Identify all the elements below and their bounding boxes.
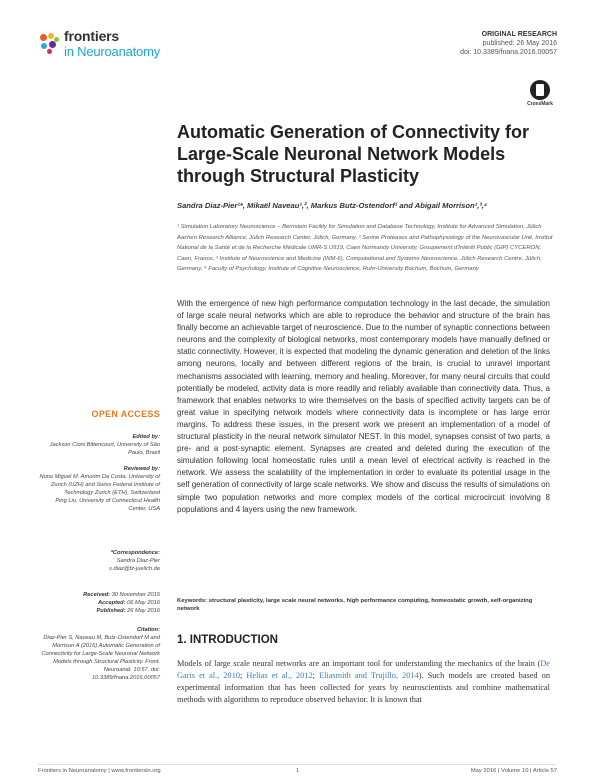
crossmark-icon	[530, 80, 550, 100]
received-line	[38, 591, 160, 599]
citation-separator: ;	[312, 671, 320, 680]
correspondence-name: Sandra Diaz-Pier	[116, 558, 160, 564]
published-heading: Published:	[96, 608, 126, 614]
citation-link[interactable]: Eliasmith and Trujillo, 2014	[319, 671, 419, 680]
editor-name: Jackson Cioni Bittencourt, University of São Paulo, Brazil	[49, 442, 160, 456]
edited-by-block	[38, 433, 160, 457]
citation-block	[38, 626, 160, 682]
intro-text-start: Models of large scale neural networks are an important tool for understanding the mechanics of the brain (	[177, 659, 541, 668]
journal-name: in Neuroanatomy	[64, 44, 160, 59]
affiliations: ¹ Simulation Laboratory Neuroscience – Bernstein Facility for Simulation and Database Technology, Institute for Advanced Simulation, Jülich Aachen Research Alliance, Jülich Research Center, Jülich, Germany, ² Serine Proteases and Pathophysiology of the Neurovascular Unit, Institut National de la Santé et de la Recherche Médicale UMR-S U919, Caen Normandy University, Groupement d'Intérêt Public (GIP) CYCERON, Caen, France, ³ Institute of Neuroscience and Medicine (INM-6), Computational and Systems Neuroscience, Jülich Research Centre, Jülich, Germany, ⁴ Faculty of Psychology, Institute of Cognitive Neuroscience, Ruhr-University Bochum, Bochum, Germany	[177, 224, 553, 272]
dates-block	[38, 591, 160, 615]
citation-link[interactable]: Helias et al., 2012	[246, 671, 313, 680]
footer-issue: May 2016 | Volume 10 | Article 57	[470, 768, 557, 774]
doi-link[interactable]: doi: 10.3389/fnana.2016.00057	[460, 49, 557, 56]
frontiers-logo-icon	[38, 32, 62, 56]
accepted-line	[38, 599, 160, 607]
reviewer-2: Ping Liu, University of Connecticut Health Center, USA	[55, 498, 160, 512]
reviewer-1: Nuno Miguel M. Amorim Da Costa, University of Zurich (UZH) and Swiss Federal Institute of Technology Zurich (ETH), Switzerland	[39, 474, 160, 496]
citation-separator: ;	[240, 671, 247, 680]
reviewed-by-heading: Reviewed by:	[123, 466, 160, 472]
journal-logo	[38, 28, 168, 68]
article-type: ORIGINAL RESEARCH	[481, 31, 557, 38]
crossmark-label: CrossMark	[527, 101, 553, 107]
edited-by-heading: Edited by:	[132, 434, 160, 440]
published-line	[38, 607, 160, 615]
section-title: 1. INTRODUCTION	[177, 634, 278, 646]
article-meta	[460, 30, 557, 57]
intro-text-end: ). Such models are created based on experimental information that has been collected for years by neuroscientists and combine mathematical methods with algorithms to reproduce observed behavior. It is known that	[177, 671, 550, 704]
received-heading: Received:	[83, 592, 111, 598]
article-title: Automatic Generation of Connectivity for Large-Scale Neuronal Network Models through Structural Plasticity	[177, 122, 530, 186]
correspondence-heading: *Correspondence:	[110, 550, 160, 556]
brand-name: frontiers	[64, 28, 119, 44]
published-date-left: 26 May 2016	[127, 608, 160, 614]
correspondence-email[interactable]: s.diaz@fz-juelich.de	[109, 566, 160, 572]
abstract: With the emergence of new high performance computation technology in the last decade, the simulation of large scale neural networks which are able to reproduce the behavior and structure of the brain has finally become an achievable target of neuroscience. Due to the number of synaptic connections between neurons and the complexity of biological networks, most contemporary models have manually defined or static connectivity. However, it is expected that modeling the dynamic generation and deletion of the links among neurons, locally and between different regions of the brain, is crucial to unravel important mechanisms associated with learning, memory and healing. Moreover, for many neural circuits that could potentially be modeled, activity data is more readily and reliably available than connectivity data. Thus, a framework that enables networks to wire themselves on the basis of specified activity targets can be of great value in specifying network models where connectivity data is incomplete or has large error margins. To address these issues, in the present work we present an implementation of a model of structural plasticity in the neural network simulator NEST. In this model, synapses consist of two parts, a pre- and a post-synaptic element. Synapses are created and deleted during the execution of the simulation following local homeostatic rules until a mean level of electrical activity is reached in the network. We assess the scalability of the implementation in order to evaluate its potential usage in the self generation of connectivity of large scale networks. We show and discuss the results of simulations on simple two population networks and more complex models of the cortical microcircuit involving 8 populations and 4 layers using the new framework.	[177, 299, 550, 514]
keywords: Keywords: structural plasticity, large scale neural networks, high performance computing, homeostatic growth, self-organizing network	[177, 598, 533, 612]
footer-journal[interactable]: Frontiers in Neuroanatomy | www.frontiersin.org	[38, 768, 161, 774]
citation-heading: Citation:	[136, 627, 160, 633]
received-date: 30 November 2015	[111, 592, 160, 598]
citation-link[interactable]: De Garis et al., 2010	[177, 659, 550, 680]
author-list: Sandra Diaz-Pier¹*, Mikaël Naveau¹,², Markus Butz-Ostendorf¹ and Abigail Morrison¹,³,⁴	[177, 201, 488, 210]
page-number: 1	[295, 768, 300, 774]
crossmark-badge[interactable]	[527, 80, 553, 107]
open-access-label: OPEN ACCESS	[91, 409, 160, 419]
footer-divider	[38, 764, 557, 765]
accepted-heading: Accepted:	[98, 600, 126, 606]
intro-paragraph	[177, 658, 550, 706]
reviewed-by-block	[38, 465, 160, 513]
published-date: published: 26 May 2016	[482, 40, 557, 47]
accepted-date: 06 May 2016	[127, 600, 160, 606]
citation-text: Diaz-Pier S, Naveau M, Butz-Ostendorf M and Morrison A (2016) Automatic Generation of Connectivity for Large-Scale Neuronal Network Models through Structural Plasticity. Front. Neuroanat. 10:57. doi: 10.3389/fnana.2016.00057	[41, 635, 160, 681]
correspondence-block	[38, 549, 160, 573]
